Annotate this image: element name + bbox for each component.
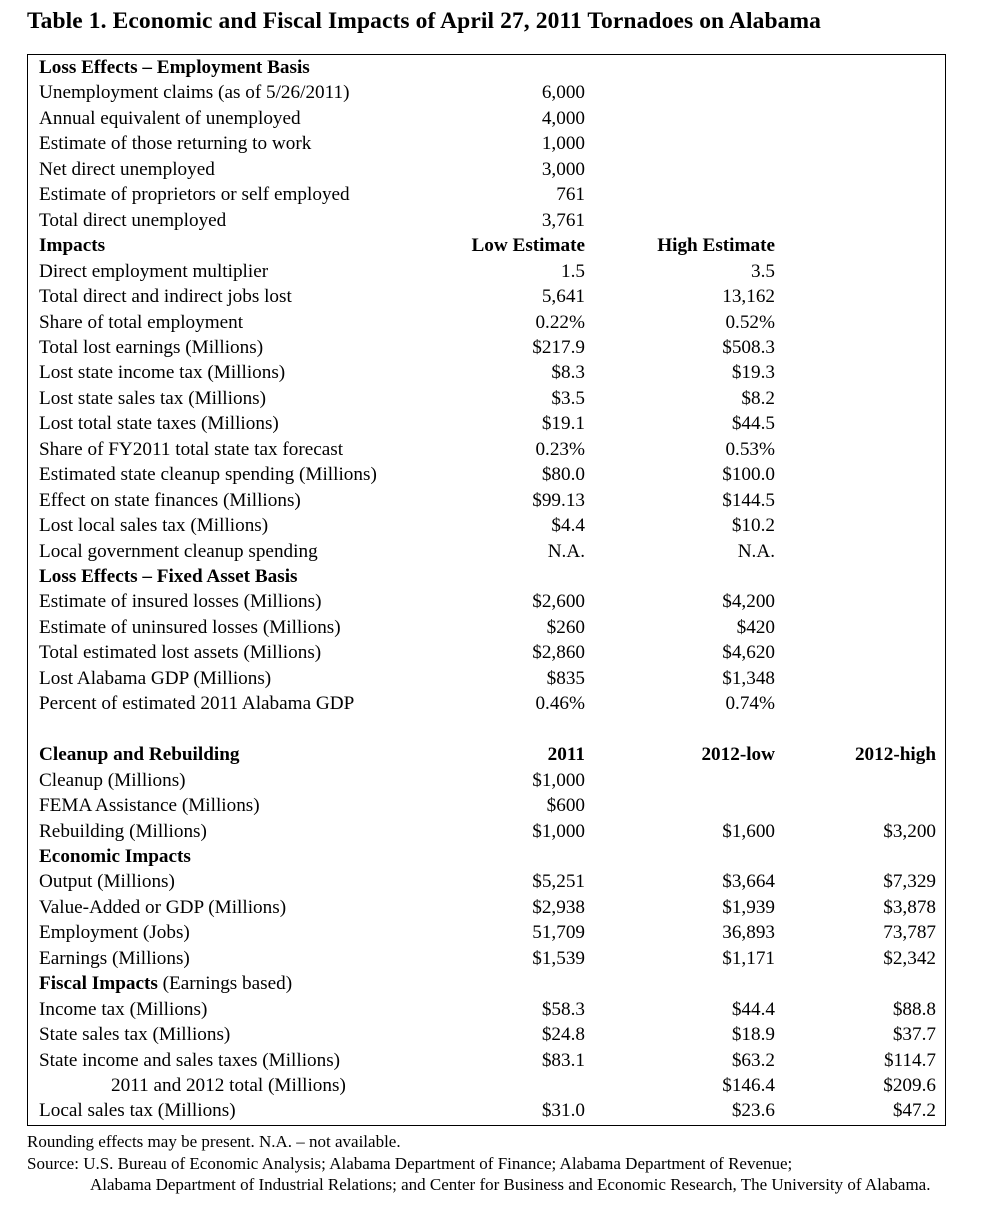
row-label — [39, 920, 190, 945]
row-label-text: Effect on state finances (Millions) — [39, 489, 301, 511]
row-label — [39, 284, 292, 309]
table-footer — [27, 1131, 957, 1196]
row-label-text: Local sales tax (Millions) — [39, 1100, 236, 1122]
cell-col-2: 36,893 — [722, 922, 775, 944]
cell-col-2: $420 — [736, 616, 775, 638]
source-continuation: Alabama Department of Industrial Relations; and Center for Business and Economic Research, The University of Alabama. — [90, 1175, 931, 1194]
cell-col-2: $3,664 — [722, 871, 775, 893]
row-label-text: Lost local sales tax (Millions) — [39, 515, 269, 537]
row-label — [39, 360, 285, 385]
source-label: Source: — [27, 1153, 79, 1173]
cell-col-1: $2,860 — [532, 642, 585, 664]
cell-col-1: $1,000 — [532, 820, 585, 842]
row-label-text: 2011 and 2012 total (Millions) — [111, 1075, 346, 1096]
cell-col-1: 51,709 — [532, 922, 585, 944]
cell-col-1: $600 — [546, 795, 585, 817]
cell-col-3: $3,200 — [883, 820, 936, 842]
table-row — [0, 869, 983, 894]
cell-col-1: 1.5 — [561, 260, 585, 282]
table-row — [0, 182, 983, 207]
row-label-text: Share of total employment — [39, 311, 244, 333]
table-row — [0, 157, 983, 182]
row-label-text: Lost state sales tax (Millions) — [39, 387, 267, 409]
section-heading — [39, 564, 298, 589]
row-label-text: State income and sales taxes (Millions) — [39, 1049, 341, 1071]
table-row — [0, 946, 983, 971]
cell-col-3: 2012-high — [854, 744, 936, 766]
table-row — [0, 844, 983, 869]
cell-col-3: $2,342 — [883, 947, 936, 969]
cell-col-2: 2012-low — [701, 744, 775, 766]
row-label — [39, 488, 301, 513]
table-row — [0, 1098, 983, 1123]
row-label-text: Total estimated lost assets (Millions) — [39, 642, 322, 664]
cell-col-3: $209.6 — [883, 1075, 936, 1096]
table-row — [0, 462, 983, 487]
cell-col-1: 3,000 — [541, 158, 585, 180]
row-label-text: Direct employment multiplier — [39, 260, 269, 282]
cell-col-2: $44.4 — [731, 998, 775, 1020]
row-label — [39, 768, 186, 793]
cell-col-2: $1,348 — [722, 667, 775, 689]
row-label-text: Unemployment claims (as of 5/26/2011) — [39, 82, 350, 104]
row-label-text: Value-Added or GDP (Millions) — [39, 896, 287, 918]
row-label — [39, 80, 350, 105]
cell-col-1: 2011 — [547, 744, 585, 766]
cell-col-2: $100.0 — [722, 464, 775, 486]
table-row — [0, 742, 983, 767]
row-label-text: Lost Alabama GDP (Millions) — [39, 667, 272, 689]
cell-col-1: $5,251 — [532, 871, 585, 893]
section-heading — [39, 233, 105, 258]
cell-col-2: 0.74% — [725, 693, 775, 715]
cell-col-2: $1,171 — [722, 947, 775, 969]
table-row — [0, 589, 983, 614]
cell-col-2: $10.2 — [731, 515, 775, 537]
cell-col-3: $114.7 — [883, 1049, 936, 1071]
row-label-text: Cleanup (Millions) — [39, 769, 186, 791]
cell-col-1: $83.1 — [541, 1049, 585, 1071]
table-row — [0, 768, 983, 793]
table-row — [0, 259, 983, 284]
cell-col-2: $19.3 — [731, 362, 775, 384]
cell-col-1: $835 — [546, 667, 585, 689]
cell-col-2: $8.2 — [741, 387, 775, 409]
cell-col-2: 0.53% — [725, 438, 775, 460]
cell-col-2: $146.4 — [722, 1075, 775, 1096]
row-label-text: Total direct unemployed — [39, 209, 227, 231]
table-row — [0, 131, 983, 156]
cell-col-1: $80.0 — [541, 464, 585, 486]
cell-col-2: $44.5 — [731, 413, 775, 435]
row-label-text: FEMA Assistance (Millions) — [39, 795, 260, 817]
cell-col-1: 3,761 — [541, 209, 585, 231]
row-label-text: Estimate of uninsured losses (Millions) — [39, 616, 341, 638]
row-label-suffix: (Earnings based) — [157, 973, 293, 995]
cell-col-3: $88.8 — [892, 998, 936, 1020]
table-row — [0, 360, 983, 385]
cell-col-1: 0.23% — [535, 438, 585, 460]
cell-col-2: $1,939 — [722, 896, 775, 918]
row-label-text: Estimate of those returning to work — [39, 133, 312, 155]
row-label — [39, 437, 343, 462]
table-row — [0, 564, 983, 589]
row-label — [39, 1022, 230, 1047]
cell-col-1: $58.3 — [541, 998, 585, 1020]
row-label-text: Fiscal Impacts — [39, 973, 158, 995]
row-label-text: Net direct unemployed — [39, 158, 215, 180]
cell-col-1: 0.46% — [535, 693, 585, 715]
row-label — [39, 335, 263, 360]
row-label — [39, 259, 268, 284]
cell-col-3: $37.7 — [892, 1024, 936, 1046]
table-row — [0, 971, 983, 996]
cell-col-3: 73,787 — [883, 922, 936, 944]
row-label — [39, 182, 350, 207]
cell-col-2: $18.9 — [731, 1024, 775, 1046]
cell-col-1: 6,000 — [541, 82, 585, 104]
cell-col-1: 1,000 — [541, 133, 585, 155]
cell-col-1: $99.13 — [532, 489, 585, 511]
cell-col-1: $2,938 — [532, 896, 585, 918]
cell-col-3: $3,878 — [883, 896, 936, 918]
row-label — [39, 462, 377, 487]
table-row — [0, 488, 983, 513]
row-label — [39, 666, 271, 691]
cell-col-1: $260 — [546, 616, 585, 638]
cell-col-1: $8.3 — [551, 362, 585, 384]
row-label-text: Estimate of proprietors or self employed — [39, 184, 350, 206]
cell-col-1: N.A. — [547, 540, 585, 562]
row-label-text: Rebuilding (Millions) — [39, 820, 207, 842]
table-row — [0, 411, 983, 436]
row-label-text: Impacts — [39, 235, 106, 257]
cell-col-2: N.A. — [737, 540, 775, 562]
row-label-text: Earnings (Millions) — [39, 947, 190, 969]
row-label-text: State sales tax (Millions) — [39, 1024, 231, 1046]
row-label-text: Estimated state cleanup spending (Millions) — [39, 464, 377, 486]
row-label — [39, 691, 354, 716]
cell-col-2: $4,200 — [722, 591, 775, 613]
row-label-text: Share of FY2011 total state tax forecast — [39, 438, 344, 460]
table-row — [0, 233, 983, 258]
row-label-text: Estimate of insured losses (Millions) — [39, 591, 322, 613]
row-label — [39, 997, 207, 1022]
table-row — [0, 208, 983, 233]
row-label — [39, 946, 190, 971]
row-label — [39, 819, 207, 844]
cell-col-1: $1,000 — [532, 769, 585, 791]
row-label — [39, 386, 266, 411]
cell-col-3: $47.2 — [892, 1100, 936, 1122]
row-label — [39, 411, 279, 436]
table-row — [0, 335, 983, 360]
table-row — [0, 666, 983, 691]
cell-col-1: 4,000 — [541, 107, 585, 129]
row-label — [39, 539, 318, 564]
row-label — [39, 1048, 340, 1073]
row-label — [39, 131, 311, 156]
table-row — [0, 55, 983, 80]
table-row — [0, 106, 983, 131]
row-label-text: Local government cleanup spending — [39, 540, 318, 562]
cell-col-1: $217.9 — [532, 336, 585, 358]
table-row — [0, 615, 983, 640]
row-label — [39, 615, 341, 640]
table-row — [0, 640, 983, 665]
table-row — [0, 819, 983, 844]
cell-col-2: 3.5 — [751, 260, 775, 282]
section-heading — [39, 971, 292, 996]
table-row — [0, 284, 983, 309]
table-row — [0, 1073, 983, 1098]
row-label-text: Lost state income tax (Millions) — [39, 362, 286, 384]
table-row — [0, 920, 983, 945]
row-label — [39, 869, 175, 894]
row-label — [39, 895, 286, 920]
cell-col-1: Low Estimate — [471, 235, 585, 257]
table-title: Table 1. Economic and Fiscal Impacts of April 27, 2011 Tornadoes on Alabama — [27, 8, 821, 34]
table-row — [0, 1022, 983, 1047]
row-label — [39, 310, 243, 335]
table-row — [0, 437, 983, 462]
table-row — [0, 895, 983, 920]
table-row — [0, 997, 983, 1022]
cell-col-1: $24.8 — [541, 1024, 585, 1046]
row-label — [111, 1073, 346, 1098]
row-label — [39, 1098, 236, 1123]
cell-col-2: $144.5 — [722, 489, 775, 511]
row-label — [39, 157, 215, 182]
cell-col-1: $31.0 — [541, 1100, 585, 1122]
table-row — [0, 80, 983, 105]
row-label — [39, 208, 226, 233]
cell-col-1: $2,600 — [532, 591, 585, 613]
row-label-text: Income tax (Millions) — [39, 998, 208, 1020]
table-row — [0, 310, 983, 335]
table-row — [0, 539, 983, 564]
cell-col-2: $508.3 — [722, 336, 775, 358]
row-label-text: Loss Effects – Fixed Asset Basis — [39, 566, 298, 587]
section-heading — [39, 55, 310, 80]
section-heading — [39, 742, 240, 767]
row-label-text: Lost total state taxes (Millions) — [39, 413, 279, 435]
table-row — [0, 513, 983, 538]
table-row — [0, 386, 983, 411]
row-label — [39, 640, 321, 665]
row-label — [39, 106, 301, 131]
cell-col-2: $63.2 — [731, 1049, 775, 1071]
cell-col-2: 13,162 — [722, 286, 775, 308]
source-line-1: U.S. Bureau of Economic Analysis; Alabama Department of Finance; Alabama Department of Revenue; — [83, 1153, 793, 1173]
row-label — [39, 793, 260, 818]
cell-col-1: 0.22% — [535, 311, 585, 333]
rounding-note: Rounding effects may be present. N.A. – not available. — [27, 1132, 401, 1151]
row-label-text: Total direct and indirect jobs lost — [39, 286, 292, 308]
row-label-text: Annual equivalent of unemployed — [39, 107, 301, 129]
table-spacer-row — [0, 717, 983, 742]
cell-col-1: $1,539 — [532, 947, 585, 969]
row-label-text: Cleanup and Rebuilding — [39, 744, 240, 766]
section-heading — [39, 844, 191, 869]
cell-col-3: $7,329 — [883, 871, 936, 893]
row-label-text: Output (Millions) — [39, 871, 175, 893]
cell-col-1: 5,641 — [541, 286, 585, 308]
row-label — [39, 589, 321, 614]
cell-col-2: $23.6 — [731, 1100, 775, 1122]
source-line — [27, 1153, 957, 1175]
row-label-text: Loss Effects – Employment Basis — [39, 57, 310, 78]
row-label — [39, 513, 268, 538]
cell-col-2: $1,600 — [722, 820, 775, 842]
row-label-text: Percent of estimated 2011 Alabama GDP — [39, 693, 355, 715]
cell-col-1: $3.5 — [551, 387, 585, 409]
table-row — [0, 1048, 983, 1073]
cell-col-2: High Estimate — [657, 235, 775, 257]
cell-col-1: $4.4 — [551, 515, 585, 537]
row-label-text: Total lost earnings (Millions) — [39, 336, 264, 358]
table-row — [0, 691, 983, 716]
table-row — [0, 793, 983, 818]
cell-col-2: $4,620 — [722, 642, 775, 664]
cell-col-2: 0.52% — [725, 311, 775, 333]
cell-col-1: $19.1 — [541, 413, 585, 435]
cell-col-1: 761 — [556, 184, 585, 206]
row-label-text: Economic Impacts — [39, 845, 191, 867]
row-label-text: Employment (Jobs) — [39, 922, 190, 944]
